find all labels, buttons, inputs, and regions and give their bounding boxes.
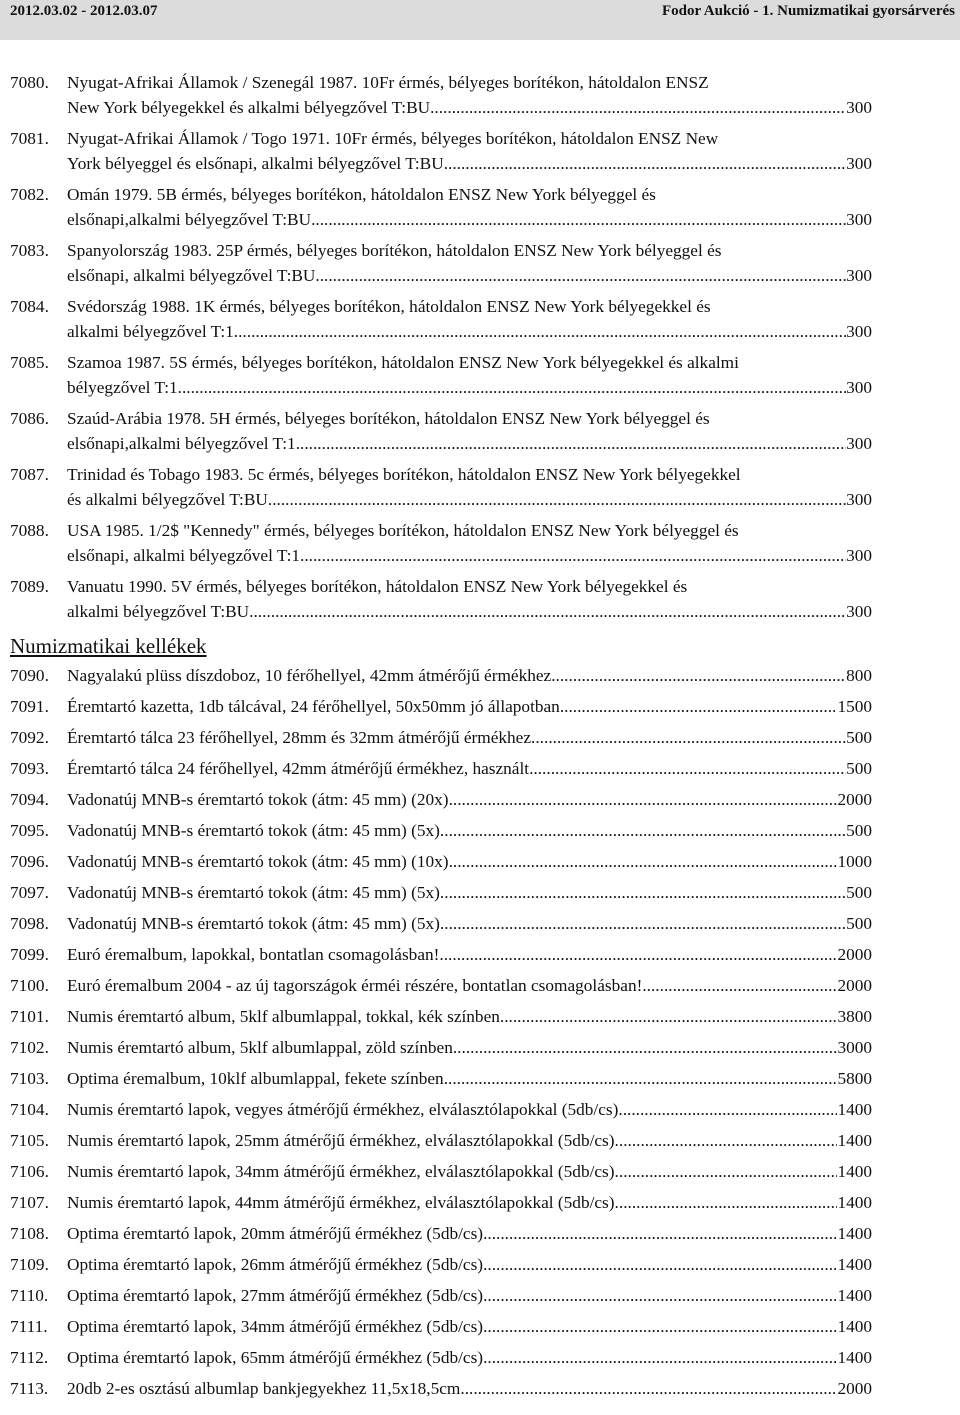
lot-number: 7106. [10, 1162, 49, 1181]
accessory-entry [10, 1035, 872, 1066]
accessory-entry [10, 1004, 872, 1035]
lot-price: 2000 [837, 976, 872, 995]
lot-number: 7097. [10, 883, 49, 902]
leader-dots [615, 1159, 838, 1190]
leader-dots [449, 787, 838, 818]
lot-number: 7103. [10, 1069, 49, 1088]
accessory-entry [10, 1345, 872, 1376]
accessory-entry [10, 1376, 872, 1407]
lot-entry [10, 350, 872, 400]
accessory-entry [10, 694, 872, 725]
lot-description: Vadonatúj MNB-s éremtartó tokok (átm: 45 mm) (5x) [67, 883, 440, 902]
lot-number: 7080. [10, 73, 49, 92]
lot-price: 300 [846, 266, 872, 285]
date-range: 2012.03.02 - 2012.03.07 [10, 3, 158, 19]
lot-price: 500 [846, 759, 872, 778]
lot-description: elsőnapi,alkalmi bélyegzővel T:BU [67, 210, 312, 229]
lot-entry [10, 518, 872, 568]
lot-number: 7084. [10, 297, 49, 316]
lot-description: Vadonatúj MNB-s éremtartó tokok (átm: 45 mm) (5x) [67, 821, 440, 840]
lot-entry [10, 574, 872, 624]
lot-description: Szamoa 1987. 5S érmés, bélyeges borítékon, hátoldalon ENSZ New York bélyegekkel és alkalmi [67, 353, 739, 372]
leader-dots [178, 375, 846, 400]
accessory-entry [10, 725, 872, 756]
lot-price: 2000 [837, 1379, 872, 1398]
lot-description: Optima éremtartó lapok, 27mm átmérőjű érmékhez (5db/cs) [67, 1286, 484, 1305]
lot-description: Omán 1979. 5B érmés, bélyeges borítékon, hátoldalon ENSZ New York bélyeggel és [67, 185, 656, 204]
lot-price: 300 [846, 378, 872, 397]
lot-description: Numis éremtartó lapok, 34mm átmérőjű érmékhez, elválasztólapokkal (5db/cs) [67, 1162, 615, 1181]
lot-entry [10, 406, 872, 456]
lot-description: 20db 2-es osztású albumlap bankjegyekhez 11,5x18,5cm [67, 1379, 461, 1398]
lot-description: Optima éremtartó lapok, 26mm átmérőjű érmékhez (5db/cs) [67, 1255, 484, 1274]
lot-description: Optima éremtartó lapok, 34mm átmérőjű érmékhez (5db/cs) [67, 1317, 484, 1336]
lot-number: 7100. [10, 976, 49, 995]
lot-number: 7083. [10, 241, 49, 260]
lot-number: 7098. [10, 914, 49, 933]
lot-price: 2000 [837, 945, 872, 964]
leader-dots [440, 818, 846, 849]
lot-price: 3800 [837, 1007, 872, 1026]
accessory-entry [10, 849, 872, 880]
leader-dots [300, 543, 846, 568]
leader-dots [249, 599, 846, 624]
accessory-entry [10, 1128, 872, 1159]
accessory-entry [10, 787, 872, 818]
accessory-entry [10, 1221, 872, 1252]
lot-number: 7112. [10, 1348, 49, 1367]
accessory-entry [10, 818, 872, 849]
lot-number: 7111. [10, 1317, 48, 1336]
accessory-entry [10, 1190, 872, 1221]
lot-description: Euró éremalbum, lapokkal, bontatlan csomagolásban! [67, 945, 440, 964]
lot-description: Euró éremalbum 2004 - az új tagországok érméi részére, bontatlan csomagolásban! [67, 976, 643, 995]
lot-price: 1400 [837, 1286, 872, 1305]
leader-dots [449, 849, 838, 880]
leader-dots [315, 263, 846, 288]
accessory-entry [10, 1066, 872, 1097]
accessory-entry [10, 1252, 872, 1283]
lot-number: 7107. [10, 1193, 49, 1212]
lot-description: elsőnapi,alkalmi bélyegzővel T:1 [67, 434, 296, 453]
leader-dots [234, 319, 846, 344]
leader-dots [529, 756, 846, 787]
page-header [0, 0, 960, 40]
leader-dots [483, 1283, 837, 1314]
catalog-content [10, 70, 872, 1407]
lot-description: alkalmi bélyegzővel T:BU [67, 602, 250, 621]
lot-entry [10, 70, 872, 120]
leader-dots [430, 95, 846, 120]
lot-description: Trinidad és Tobago 1983. 5c érmés, bélyeges borítékon, hátoldalon ENSZ New York bélyegekkel [67, 465, 741, 484]
catalog-title: Fodor Aukció - 1. Numizmatikai gyorsárverés [661, 3, 955, 19]
lot-price: 300 [846, 490, 872, 509]
lot-entry [10, 462, 872, 512]
lot-price: 300 [846, 546, 872, 565]
lot-description: Nagyalakú plüss díszdoboz, 10 férőhellyel, 42mm átmérőjű érmékhez [67, 666, 552, 685]
lot-number: 7088. [10, 521, 49, 540]
accessory-entry [10, 1314, 872, 1345]
leader-dots [483, 1221, 837, 1252]
lot-description: Éremtartó tálca 23 férőhellyel, 28mm és 32mm átmérőjű érmékhez [67, 728, 532, 747]
lot-number: 7109. [10, 1255, 49, 1274]
lot-description: Vadonatúj MNB-s éremtartó tokok (átm: 45 mm) (20x) [67, 790, 449, 809]
lot-price: 1400 [837, 1317, 872, 1336]
accessory-entry [10, 1159, 872, 1190]
lot-entry [10, 238, 872, 288]
lot-description: New York bélyegekkel és alkalmi bélyegzővel T:BU [67, 98, 431, 117]
leader-dots [642, 973, 837, 1004]
lot-number: 7082. [10, 185, 49, 204]
leader-dots [483, 1314, 837, 1345]
lot-description: York bélyeggel és elsőnapi, alkalmi bélyegzővel T:BU [67, 154, 444, 173]
lot-description: USA 1985. 1/2$ "Kennedy" érmés, bélyeges borítékon, hátoldalon ENSZ New York bélyeggel és [67, 521, 739, 540]
lot-description: Nyugat-Afrikai Államok / Togo 1971. 10Fr érmés, bélyeges borítékon, hátoldalon ENSZ New [67, 129, 719, 148]
lot-number: 7081. [10, 129, 49, 148]
leader-dots [444, 1066, 838, 1097]
lot-price: 1400 [837, 1224, 872, 1243]
lot-description: Numis éremtartó lapok, 25mm átmérőjű érmékhez, elválasztólapokkal (5db/cs) [67, 1131, 615, 1150]
accessory-entry [10, 942, 872, 973]
lot-number: 7110. [10, 1286, 49, 1305]
lot-description: Numis éremtartó lapok, 44mm átmérőjű érmékhez, elválasztólapokkal (5db/cs) [67, 1193, 615, 1212]
lot-description: Svédország 1988. 1K érmés, bélyeges borítékon, hátoldalon ENSZ New York bélyegekkel és [67, 297, 711, 316]
lot-description: Optima éremtartó lapok, 20mm átmérőjű érmékhez (5db/cs) [67, 1224, 484, 1243]
lot-description: Numis éremtartó lapok, vegyes átmérőjű érmékhez, elválasztólapokkal (5db/cs) [67, 1100, 619, 1119]
lot-price: 1400 [837, 1193, 872, 1212]
lot-price: 1000 [837, 852, 872, 871]
lot-price: 2000 [837, 790, 872, 809]
lot-description: és alkalmi bélyegzővel T:BU [67, 490, 268, 509]
leader-dots [483, 1252, 837, 1283]
lot-description: Éremtartó kazetta, 1db tálcával, 24 férőhellyel, 50x50mm jó állapotban [67, 697, 560, 716]
lot-number: 7085. [10, 353, 49, 372]
lot-description: Optima éremalbum, 10klf albumlappal, fekete színben [67, 1069, 444, 1088]
accessory-entry [10, 756, 872, 787]
lot-price: 1400 [837, 1348, 872, 1367]
leader-dots [500, 1004, 838, 1035]
lot-description: Optima éremtartó lapok, 65mm átmérőjű érmékhez (5db/cs) [67, 1348, 484, 1367]
lot-price: 1400 [837, 1255, 872, 1274]
leader-dots [444, 151, 846, 176]
lot-price: 1400 [837, 1131, 872, 1150]
lot-price: 300 [846, 322, 872, 341]
lot-description: Vadonatúj MNB-s éremtartó tokok (átm: 45 mm) (5x) [67, 914, 440, 933]
lot-description: elsőnapi, alkalmi bélyegzővel T:BU [67, 266, 316, 285]
leader-dots [531, 725, 846, 756]
lot-number: 7105. [10, 1131, 49, 1150]
accessory-entry [10, 1097, 872, 1128]
leader-dots [268, 487, 846, 512]
accessory-entry [10, 880, 872, 911]
lot-number: 7113. [10, 1379, 49, 1398]
lot-price: 500 [846, 883, 872, 902]
leader-dots [453, 1035, 838, 1066]
leader-dots [460, 1376, 837, 1407]
lot-number: 7099. [10, 945, 49, 964]
lot-description: Vanuatu 1990. 5V érmés, bélyeges borítékon, hátoldalon ENSZ New York bélyegekkel és [67, 577, 688, 596]
section-heading: Numizmatikai kellékek [10, 634, 207, 658]
lot-price: 3000 [837, 1038, 872, 1057]
lot-price: 300 [846, 210, 872, 229]
leader-dots [440, 911, 846, 942]
leader-dots [483, 1345, 837, 1376]
leader-dots [311, 207, 846, 232]
leader-dots [615, 1128, 838, 1159]
lot-number: 7093. [10, 759, 49, 778]
lot-description: Spanyolország 1983. 25P érmés, bélyeges borítékon, hátoldalon ENSZ New York bélyeggel és [67, 241, 722, 260]
lot-description: Numis éremtartó album, 5klf albumlappal, tokkal, kék színben [67, 1007, 500, 1026]
lot-number: 7094. [10, 790, 49, 809]
lot-number: 7101. [10, 1007, 49, 1026]
lot-description: Éremtartó tálca 24 férőhellyel, 42mm átmérőjű érmékhez, használt [67, 759, 530, 778]
lot-price: 500 [846, 914, 872, 933]
lot-price: 300 [846, 154, 872, 173]
lot-price: 300 [846, 602, 872, 621]
lot-description: Szaúd-Arábia 1978. 5H érmés, bélyeges borítékon, hátoldalon ENSZ New York bélyeggel és [67, 409, 710, 428]
lot-number: 7086. [10, 409, 49, 428]
lot-price: 500 [846, 728, 872, 747]
lot-number: 7087. [10, 465, 49, 484]
lot-description: alkalmi bélyegzővel T:1 [67, 322, 234, 341]
lot-price: 500 [846, 821, 872, 840]
lot-number: 7096. [10, 852, 49, 871]
lot-price: 800 [846, 666, 872, 685]
accessory-entry [10, 973, 872, 1004]
lot-number: 7104. [10, 1100, 49, 1119]
lot-price: 300 [846, 434, 872, 453]
lot-number: 7092. [10, 728, 49, 747]
leader-dots [551, 663, 846, 694]
lot-number: 7095. [10, 821, 49, 840]
lot-description: Nyugat-Afrikai Államok / Szenegál 1987. 10Fr érmés, bélyeges borítékon, hátoldalon ENSZ [67, 73, 709, 92]
leader-dots [560, 694, 838, 725]
leader-dots [439, 942, 837, 973]
lot-number: 7102. [10, 1038, 49, 1057]
lot-description: Vadonatúj MNB-s éremtartó tokok (átm: 45 mm) (10x) [67, 852, 449, 871]
accessory-entry [10, 911, 872, 942]
lot-description: Numis éremtartó album, 5klf albumlappal, zöld színben [67, 1038, 453, 1057]
lot-description: bélyegzővel T:1 [67, 378, 178, 397]
lot-number: 7089. [10, 577, 49, 596]
lot-entry [10, 182, 872, 232]
leader-dots [440, 880, 846, 911]
leader-dots [618, 1097, 837, 1128]
lot-price: 1400 [837, 1162, 872, 1181]
lot-price: 1400 [837, 1100, 872, 1119]
lot-price: 1500 [837, 697, 872, 716]
leader-dots [615, 1190, 838, 1221]
lot-number: 7091. [10, 697, 49, 716]
accessory-entry [10, 663, 872, 694]
lot-price: 300 [846, 98, 872, 117]
lot-description: elsőnapi, alkalmi bélyegzővel T:1 [67, 546, 301, 565]
accessory-entry [10, 1283, 872, 1314]
lot-price: 5800 [837, 1069, 872, 1088]
lot-entry [10, 126, 872, 176]
leader-dots [296, 431, 846, 456]
lot-number: 7090. [10, 666, 49, 685]
lot-number: 7108. [10, 1224, 49, 1243]
lot-entry [10, 294, 872, 344]
